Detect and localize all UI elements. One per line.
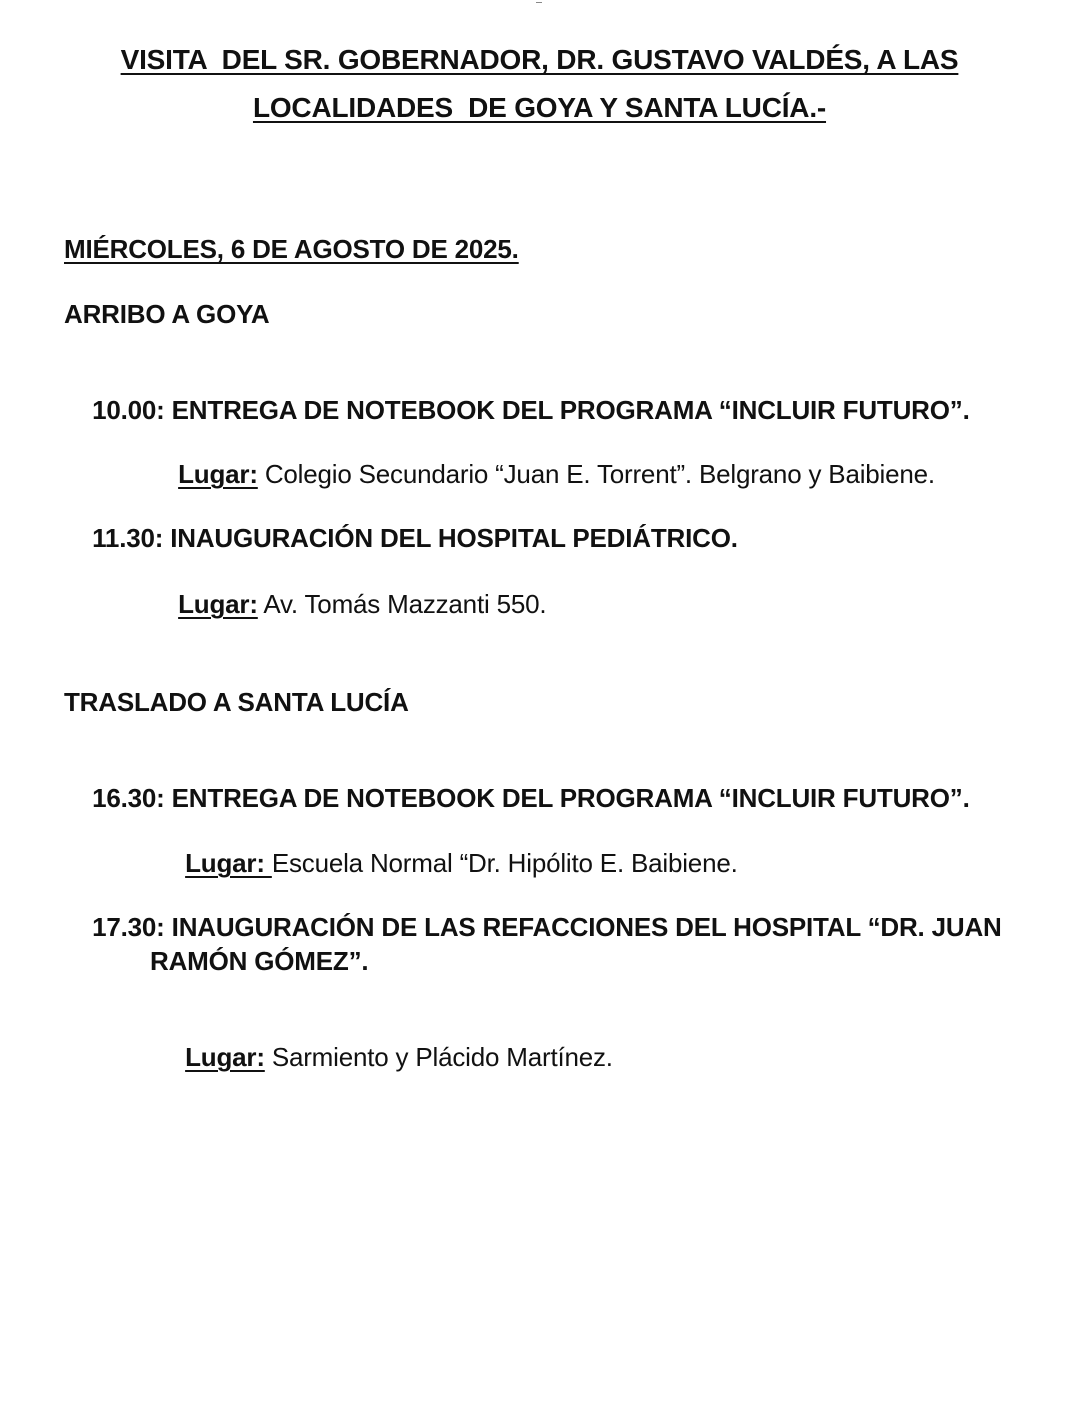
title-line-2: LOCALIDADES DE GOYA Y SANTA LUCÍA.- <box>252 92 827 123</box>
place-label: Lugar: <box>185 848 272 878</box>
section-heading-santa-lucia: TRASLADO A SANTA LUCÍA <box>64 687 409 717</box>
event-title: ENTREGA DE NOTEBOOK DEL PROGRAMA “INCLUIR FUTURO”. <box>164 395 970 425</box>
scan-mark <box>536 0 542 3</box>
event-title: ENTREGA DE NOTEBOOK DEL PROGRAMA “INCLUIR FUTURO”. <box>164 783 970 813</box>
place-text: Av. Tomás Mazzanti 550. <box>257 589 547 619</box>
section-heading-goya: ARRIBO A GOYA <box>64 299 270 329</box>
event-time: 11.30: <box>92 523 164 553</box>
title-line-1: VISITA DEL SR. GOBERNADOR, DR. GUSTAVO VALDÉS, A LAS <box>120 44 959 75</box>
place-label: Lugar: <box>185 1042 265 1072</box>
event-place-4 <box>157 1011 613 1104</box>
place-label: Lugar: <box>178 459 258 489</box>
place-label: Lugar: <box>178 589 258 619</box>
event-date: MIÉRCOLES, 6 DE AGOSTO DE 2025. <box>64 234 519 264</box>
place-text: Sarmiento y Plácido Martínez. <box>264 1042 613 1072</box>
event-title-continuation: RAMÓN GÓMEZ”. <box>150 946 369 976</box>
event-time: 10.00: <box>92 395 165 425</box>
event-time: 17.30: <box>92 912 165 942</box>
event-time: 16.30: <box>92 783 165 813</box>
event-title: INAUGURACIÓN DE LAS REFACCIONES DEL HOSPITAL “DR. JUAN <box>164 912 1002 942</box>
event-title: INAUGURACIÓN DEL HOSPITAL PEDIÁTRICO. <box>163 523 738 553</box>
event-place-2 <box>150 558 546 651</box>
place-text: Colegio Secundario “Juan E. Torrent”. Belgrano y Baibiene. <box>257 459 935 489</box>
place-text: Escuela Normal “Dr. Hipólito E. Baibiene. <box>271 848 738 878</box>
